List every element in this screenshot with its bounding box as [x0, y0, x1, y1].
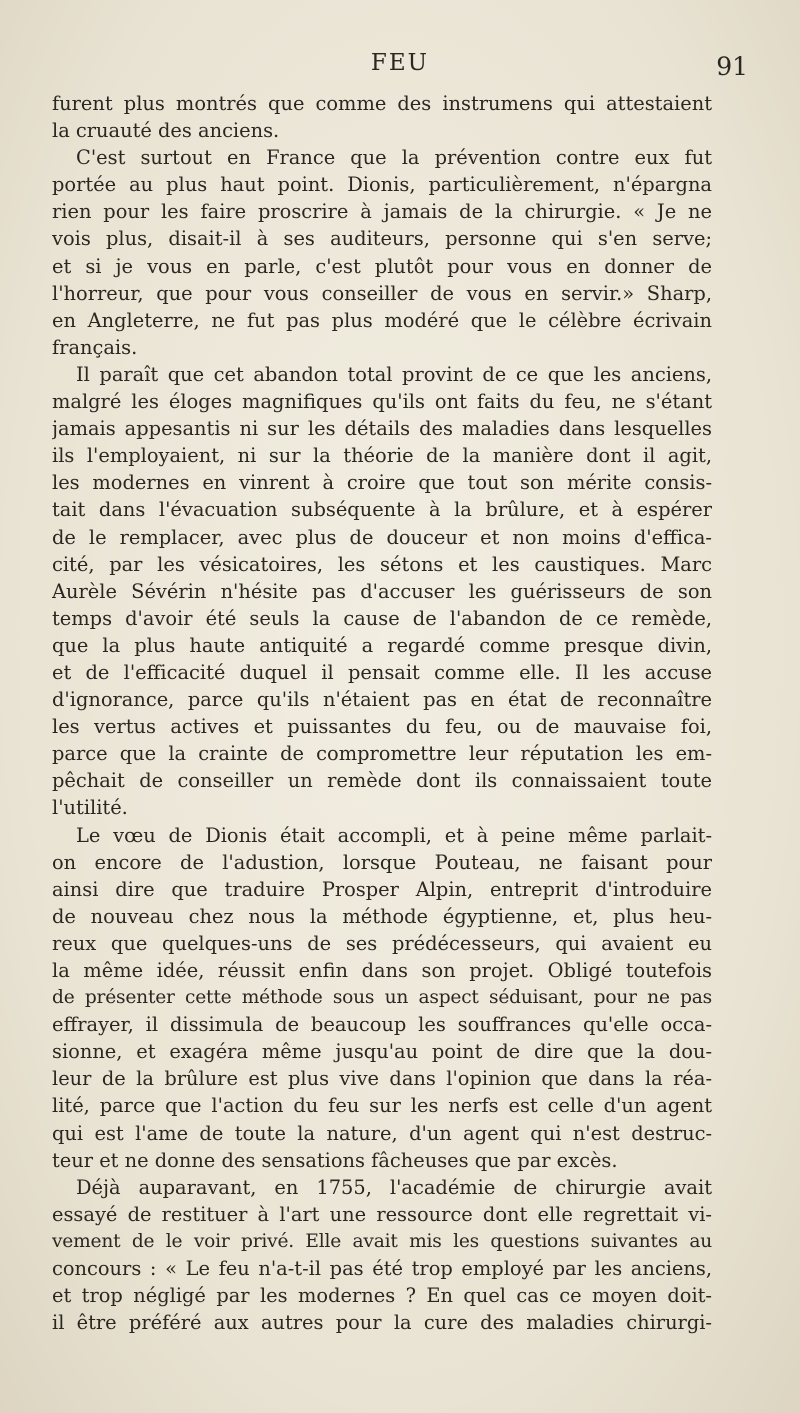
- text-line: d'ignorance, parce qu'ils n'étaient pas en état de reconnaître: [52, 688, 712, 712]
- text-line: essayé de restituer à l'art une ressource dont elle regrettait vi-: [52, 1202, 712, 1226]
- text-line: et si je vous en parle, c'est plutôt pour vous en donner de: [52, 254, 712, 278]
- text-line: l'utilité.: [52, 796, 128, 820]
- text-line: les modernes en vinrent à croire que tout son mérite consis-: [52, 471, 712, 495]
- text-line: de présenter cette méthode sous un aspect séduisant, pour ne pas: [52, 987, 712, 1009]
- text-line: la même idée, réussit enfin dans son projet. Obligé toutefois: [52, 959, 712, 982]
- text-line: jamais appesantis ni sur les détails des maladies dans lesquelles: [52, 417, 712, 441]
- text-line: Il paraît que cet abandon total provint de ce que les anciens,: [76, 362, 712, 386]
- page-number: 91: [716, 52, 748, 81]
- text-line: cité, par les vésicatoires, les sétons et les caustiques. Marc: [52, 552, 712, 576]
- text-line: Déjà auparavant, en 1755, l'académie de chirurgie avait: [76, 1175, 712, 1199]
- text-line: on encore de l'adustion, lorsque Pouteau, ne faisant pour: [52, 850, 712, 874]
- text-line: il être préféré aux autres pour la cure des maladies chirurgi-: [52, 1311, 712, 1335]
- text-line: temps d'avoir été seuls la cause de l'abandon de ce remède,: [52, 606, 712, 630]
- text-line: l'horreur, que pour vous conseiller de vous en servir.» Sharp,: [52, 281, 712, 305]
- text-line: rien pour les faire proscrire à jamais de la chirurgie. « Je ne: [52, 200, 712, 224]
- text-line: et de l'efficacité duquel il pensait comme elle. Il les accuse: [52, 660, 712, 684]
- text-line: vois plus, disait-il à ses auditeurs, personne qui s'en serve;: [52, 227, 712, 251]
- text-line: ils l'employaient, ni sur la théorie de la manière dont il agit,: [52, 444, 712, 468]
- text-line: et trop négligé par les modernes ? En quel cas ce moyen doit-: [52, 1284, 712, 1308]
- text-line: C'est surtout en France que la prévention contre eux fut: [76, 146, 712, 170]
- text-line: que la plus haute antiquité a regardé comme presque divin,: [52, 633, 712, 657]
- running-head: FEU: [370, 50, 430, 76]
- text-line: qui est l'ame de toute la nature, d'un agent qui n'est destruc-: [52, 1121, 712, 1145]
- text-line: en Angleterre, ne fut pas plus modéré que le célèbre écrivain: [52, 308, 712, 332]
- body-text: [52, 90, 712, 1336]
- text-line: de nouveau chez nous la méthode égyptienne, et, plus heu-: [52, 904, 712, 928]
- text-line: Aurèle Sévérin n'hésite pas d'accuser les guérisseurs de son: [52, 579, 712, 603]
- text-line: malgré les éloges magnifiques qu'ils ont faits du feu, ne s'étant: [52, 390, 712, 414]
- page-header: [52, 50, 748, 86]
- text-line: Le vœu de Dionis était accompli, et à peine même parlait-: [76, 823, 712, 847]
- text-line: reux que quelques-uns de ses prédécesseurs, qui avaient eu: [52, 931, 712, 955]
- text-line: lité, parce que l'action du feu sur les nerfs est celle d'un agent: [52, 1094, 712, 1118]
- text-line: ainsi dire que traduire Prosper Alpin, entreprit d'introduire: [52, 877, 712, 901]
- text-line: tait dans l'évacuation subséquente à la brûlure, et à espérer: [52, 498, 712, 522]
- text-line: la cruauté des anciens.: [52, 119, 280, 143]
- text-line: portée au plus haut point. Dionis, particulièrement, n'épargna: [52, 173, 712, 197]
- text-line: de le remplacer, avec plus de douceur et non moins d'effica-: [52, 525, 712, 549]
- text-line: pêchait de conseiller un remède dont ils connaissaient toute: [52, 769, 712, 793]
- text-line: concours : « Le feu n'a-t-il pas été trop employé par les anciens,: [52, 1257, 712, 1281]
- text-line: parce que la crainte de compromettre leur réputation les em-: [52, 742, 712, 766]
- text-line: effrayer, il dissimula de beaucoup les souffrances qu'elle occa-: [52, 1013, 712, 1037]
- text-line: vement de le voir privé. Elle avait mis les questions suivantes au: [52, 1230, 712, 1252]
- text-line: furent plus montrés que comme des instrumens qui attestaient: [52, 92, 712, 115]
- text-line: sionne, et exagéra même jusqu'au point de dire que la dou-: [52, 1040, 712, 1064]
- text-line: teur et ne donne des sensations fâcheuses que par excès.: [52, 1148, 618, 1172]
- text-line: les vertus actives et puissantes du feu, ou de mauvaise foi,: [52, 715, 712, 739]
- text-line: français.: [52, 335, 138, 359]
- text-line: leur de la brûlure est plus vive dans l'opinion que dans la réa-: [52, 1067, 712, 1091]
